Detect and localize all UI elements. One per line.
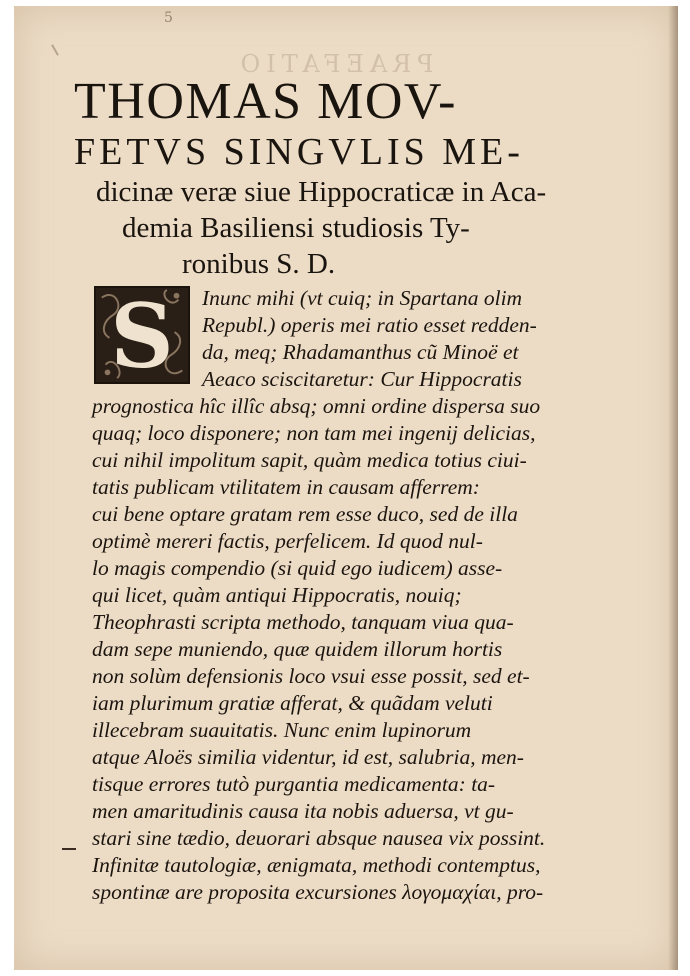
body-line: dam sepe muniendo, quæ quidem illorum hortis [92, 637, 503, 661]
body-line: illecebram suauitatis. Nunc enim lupinorum [92, 718, 472, 742]
body-line: lo magis compendio (si quid ego iudicem) asse- [92, 556, 503, 580]
body-line: stari sine tædio, deuorari absque nausea vix possint. [92, 826, 546, 850]
bleed-through-text: PRAEFATIO [234, 50, 434, 78]
page-edge-shadow [668, 6, 678, 970]
body-line: cui nihil impolitum sapit, quàm medica totius ciui- [92, 448, 527, 472]
body-line: cui bene optare gratam rem esse duco, sed de illa [92, 502, 518, 526]
heading-line-5: ronibus S. D. [182, 248, 336, 280]
dedication-heading [74, 74, 634, 282]
body-line: tatis publicam vtilitatem in causam afferrem: [92, 475, 480, 499]
heading-line-1: THOMAS MOV- [74, 73, 457, 130]
margin-mark [62, 848, 76, 850]
body-line: tisque errores tutò purgantia medicamenta: ta- [92, 772, 496, 796]
body-line: qui licet, quàm antiqui Hippocratis, nouiq; [92, 583, 462, 607]
body-line: iam plurimum gratiæ afferat, & quãdam veluti [92, 691, 493, 715]
body-line: optimè mereri factis, perfelicem. Id quod nul- [92, 529, 483, 553]
decorated-initial [94, 286, 190, 384]
initial-letter: S [110, 286, 174, 384]
body-line: da, meq; Rhadamanthus cũ Minoë et [202, 340, 519, 364]
body-line: Infinitæ tautologiæ, ænigmata, methodi contemptus, [92, 853, 541, 877]
folio-number: 5 [164, 10, 173, 26]
body-line: men amaritudinis causa ita nobis aduersa, vt gu- [92, 799, 514, 823]
body-line: Aeaco sciscitaretur: Cur Hippocratis [202, 367, 522, 391]
heading-line-3: dicinæ veræ siue Hippocraticæ in Aca- [96, 176, 547, 208]
body-line: quaq; loco disponere; non tam mei ingenij delicias, [92, 421, 536, 445]
body-line: non solùm defensionis loco vsui esse possit, sed et- [92, 664, 530, 688]
heading-line-4: demia Basiliensi studiosis Ty- [122, 212, 470, 244]
body-line: Republ.) operis mei ratio esset redden- [202, 313, 537, 337]
body-line: atque Aloës similia videntur, id est, salubria, men- [92, 745, 524, 769]
body-line: Inunc mihi (vt cuiq; in Spartana olim [202, 286, 523, 310]
body-line: spontinæ are proposita excursiones λογομαχίαι, pro- [92, 880, 544, 904]
heading-line-2: FETVS SINGVLIS ME- [74, 131, 524, 173]
paper-mark [51, 44, 59, 55]
body-line: prognostica hîc illîc absq; omni ordine dispersa suo [92, 394, 541, 418]
body-line: Theophrasti scripta methodo, tanquam viua qua- [92, 610, 514, 634]
